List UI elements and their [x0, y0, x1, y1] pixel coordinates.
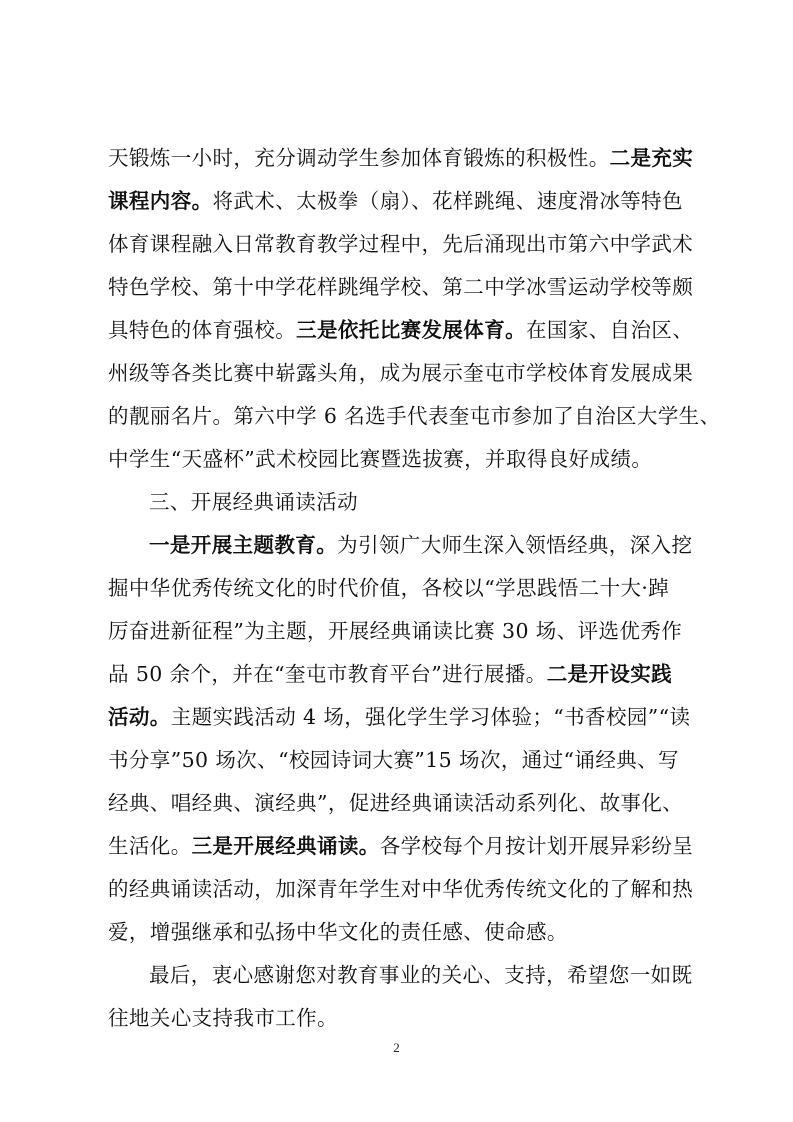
text-run: 经典、唱经典、演经典”，促进经典诵读活动系列化、故事化、: [108, 791, 684, 815]
text-run: 体育课程融入日常教育教学过程中，先后涌现出市第六中学武术: [108, 232, 694, 256]
text-run: 书分享”50 场次、“校园诗词大赛”15 场次，通过“诵经典、写: [108, 748, 679, 772]
paragraph-line: [108, 355, 693, 391]
text-run: 厉奋进新征程”为主题，开展经典诵读比赛 30 场、评选优秀作: [108, 619, 683, 643]
paragraph-line: [149, 957, 692, 993]
paragraph-line: [108, 398, 720, 434]
paragraph-line: [149, 527, 692, 563]
text-run: 爱，增强继承和弘扬中华文化的责任感、使命感。: [108, 920, 568, 944]
text-run: 的经典诵读活动，加深青年学生对中华优秀传统文化的了解和热: [108, 877, 694, 901]
text-run: 品 50 余个，并在“奎屯市教育平台”进行展播。: [108, 662, 547, 686]
text-run: 具特色的体育强校。: [108, 318, 297, 342]
bold-heading-run: 二是充实: [609, 146, 694, 170]
text-run: 各学校每个月按计划开展异彩纷呈: [379, 834, 694, 858]
bold-heading-run: 三是开展经典诵读。: [191, 834, 380, 858]
paragraph-line: [108, 871, 693, 907]
bold-heading-run: 课程内容。: [108, 189, 213, 213]
paragraph-line: [108, 828, 693, 864]
text-run: 为引领广大师生深入领悟经典，深入挖: [337, 533, 693, 557]
text-run: 州级等各类比赛中崭露头角，成为展示奎屯市学校体育发展成果: [108, 361, 694, 385]
paragraph-line: [108, 1000, 338, 1036]
text-run: 特色学校、第十中学花样跳绳学校、第二中学冰雪运动学校等颇: [108, 275, 694, 299]
paragraph-line: [108, 914, 568, 950]
text-run: 三、开展经典诵读活动: [149, 490, 358, 514]
paragraph-line: [108, 785, 683, 821]
text-run: 往地关心支持我市工作。: [108, 1006, 338, 1030]
text-run: 最后，衷心感谢您对教育事业的关心、支持，希望您一如既: [149, 963, 693, 987]
section-heading: [149, 484, 358, 520]
bold-heading-run: 一是开展主题教育。: [149, 533, 338, 557]
bold-heading-run: 活动。: [108, 705, 171, 729]
bold-heading-run: 三是依托比赛发展体育。: [296, 318, 527, 342]
page-number: 2: [393, 1040, 400, 1055]
paragraph-line: [108, 570, 669, 606]
paragraph-line: [108, 699, 690, 735]
text-run: 在国家、自治区、: [526, 318, 694, 342]
paragraph-line: [108, 441, 652, 477]
paragraph-line: [108, 742, 679, 778]
text-run: 的靓丽名片。第六中学 6 名选手代表奎屯市参加了自治区大学生、: [108, 404, 721, 428]
text-run: 掘中华优秀传统文化的时代价值，各校以“学思践悟二十大·踔: [108, 576, 670, 600]
paragraph-line: [108, 312, 693, 348]
text-run: 天锻炼一小时，充分调动学生参加体育锻炼的积极性。: [108, 146, 610, 170]
paragraph-line: [108, 183, 683, 219]
text-run: 中学生“天盛杯”武术校园比赛暨选拔赛，并取得良好成绩。: [108, 447, 653, 471]
text-run: 将武术、太极拳（扇）、花样跳绳、速度滑冰等特色: [212, 189, 683, 213]
paragraph-line: [108, 140, 693, 176]
text-run: 主题实践活动 4 场，强化学生学习体验；“书香校园”“读: [170, 705, 691, 729]
text-run: 生活化。: [108, 834, 192, 858]
paragraph-line: [108, 656, 672, 692]
bold-heading-run: 二是开设实践: [546, 662, 673, 686]
paragraph-line: [108, 226, 693, 262]
paragraph-line: [108, 613, 682, 649]
paragraph-line: [108, 269, 693, 305]
